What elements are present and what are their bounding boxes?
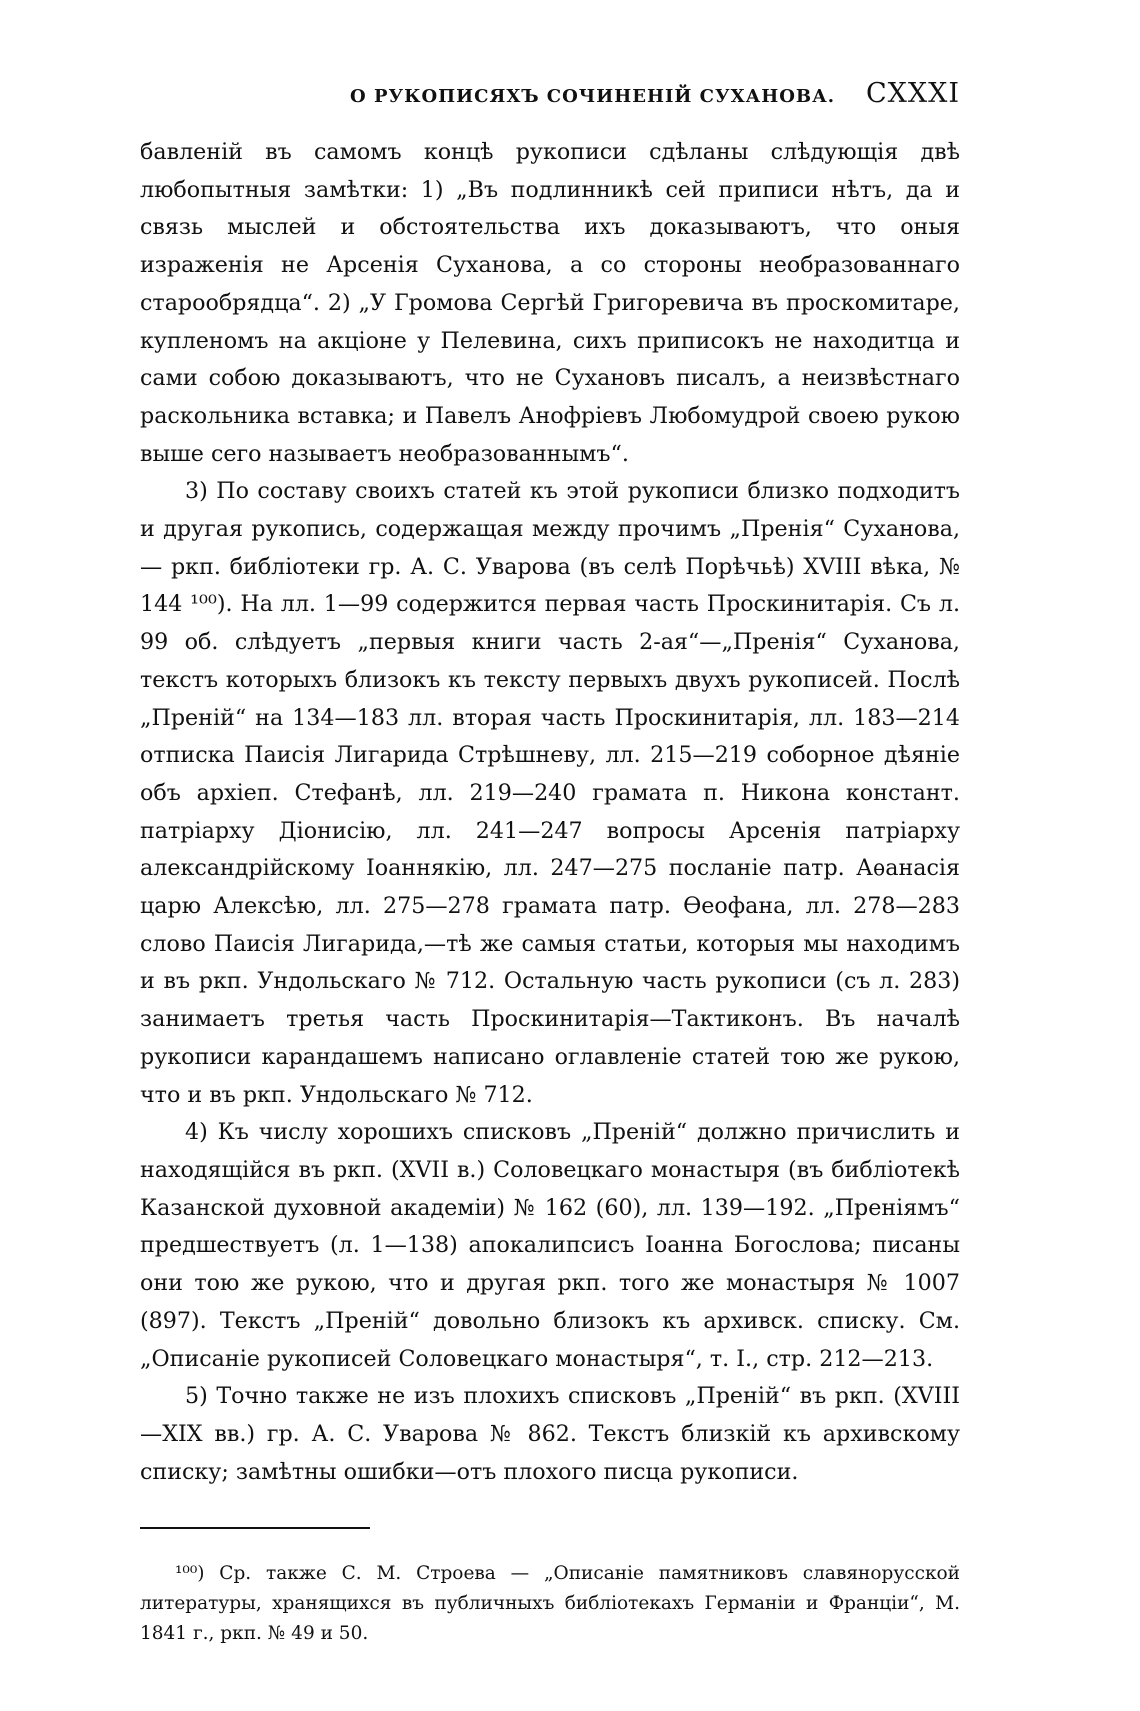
footnote-100: ¹⁰⁰) Ср. также С. М. Строева — „Описаніе памятниковъ славянорусской литературы, хранящихся въ публичныхъ библіотекахъ Германіи и Франціи“, М. 1841 г., ркп. № 49 и 50. — [140, 1563, 960, 1645]
paragraph-4: 4) Къ числу хорошихъ списковъ „Преній“ должно причислить и находящійся въ ркп. (XVII в.) Соловецкаго монастыря (въ библіотекѣ Казанской духовной академіи) № 162 (60), лл. 139—192. „Преніямъ“ предшествуетъ (л. 1—138) апокалипсисъ Іоанна Богослова; писаны они тою же рукою, что и другая ркп. того же монастыря № 1007 (897). Текстъ „Преній“ довольно близокъ къ архивск. списку. См. „Описаніе рукописей Соловецкаго монастыря“, т. I., стр. 212—213. — [140, 1119, 960, 1372]
footnote — [140, 1559, 960, 1649]
footnote-divider — [140, 1527, 370, 1529]
paragraph-3: 3) По составу своихъ статей къ этой рукописи близко подходитъ и другая рукопись, содержащая между прочимъ „Пренія“ Суханова,— ркп. библіотеки гр. А. С. Уварова (въ селѣ Порѣчьѣ) XVIII вѣка, № 144 ¹⁰⁰). На лл. 1—99 содержится первая часть Проскинитарія. Съ л. 99 об. слѣдуетъ „первыя книги часть 2-ая“—„Пренія“ Суханова, текстъ которыхъ близокъ къ тексту первыхъ двухъ рукописей. Послѣ „Преній“ на 134—183 лл. вторая часть Проскинитарія, лл. 183—214 отписка Паисія Лигарида Стрѣшневу, лл. 215—219 соборное дѣяніе объ архіеп. Стефанѣ, лл. 219—240 грамата п. Никона констант. патріарху Діонисію, лл. 241—247 вопросы Арсенія патріарху александрійскому Іоаннякію, лл. 247—275 посланіе патр. Аѳанасія царю Алексѣю, лл. 275—278 грамата патр. Ѳеофана, лл. 278—283 слово Паисія Лигарида,—тѣ же самыя статьи, которыя мы находимъ и въ ркп. Ундольскаго № 712. Остальную часть рукописи (съ л. 283) занимаетъ третья часть Проскинитарія—Тактиконъ. Въ началѣ рукописи карандашемъ написано оглавленіе статей тою же рукою, что и въ ркп. Ундольскаго № 712. — [140, 478, 960, 1108]
running-title: О РУКОПИСЯХЪ СОЧИНЕНІЙ СУХАНОВА. — [350, 86, 836, 107]
running-head — [140, 78, 960, 118]
paragraph-5: 5) Точно также не изъ плохихъ списковъ „Преній“ въ ркп. (XVIII—XIX вв.) гр. А. С. Уварова № 862. Текстъ близкій къ архивскому списку; замѣтны ошибки—отъ плохого писца рукописи. — [140, 1383, 960, 1485]
paragraph-continuation: бавленій въ самомъ концѣ рукописи сдѣланы слѣдующія двѣ любопытныя замѣтки: 1) „Въ подлинникѣ сей приписи нѣтъ, да и связь мыслей и обстоятельства ихъ доказываютъ, что оныя израженія не Арсенія Суханова, а со стороны необразованнаго старообрядца“. 2) „У Громова Сергѣй Григоревича въ проскомитаре, купленомъ на акціоне у Пелевина, сихъ приписокъ не находитца и сами собою доказываютъ, что не Сухановъ писалъ, а неизвѣстнаго раскольника вставка; и Павелъ Анофріевъ Любомудрой своею рукою выше сего называетъ необразованнымъ“. — [140, 139, 960, 467]
book-page — [140, 78, 960, 1649]
body-text — [140, 134, 960, 1491]
page-number: CXXXI — [866, 78, 960, 109]
